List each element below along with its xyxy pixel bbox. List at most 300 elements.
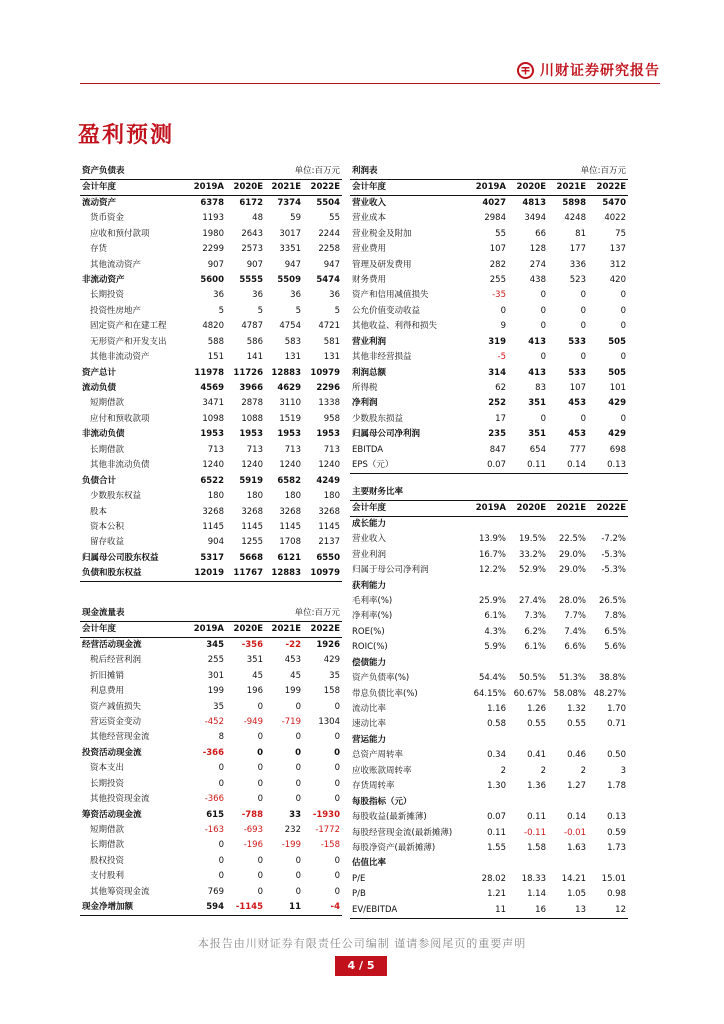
value-cell	[468, 656, 508, 671]
value-cell: 5.6%	[604, 642, 626, 653]
value-cell	[588, 517, 628, 533]
table-row	[80, 211, 342, 226]
value-cell: 7.4%	[564, 626, 586, 637]
table-row	[80, 504, 342, 519]
value-cell: 958	[323, 413, 340, 424]
table-row	[350, 625, 628, 640]
value-cell: 0.13	[607, 812, 626, 823]
value-cell: 137	[609, 244, 626, 255]
row-label: 应收账款周转率	[352, 765, 412, 776]
value-cell: 586	[246, 336, 263, 347]
value-cell: 0.55	[567, 719, 586, 730]
value-cell: 7.7%	[564, 611, 586, 622]
value-cell: 1953	[239, 429, 263, 440]
value-cell: 336	[569, 259, 586, 270]
table-row	[80, 566, 342, 582]
value-cell: 438	[529, 274, 546, 285]
value-cell: 128	[529, 244, 546, 255]
value-cell: -196	[243, 840, 263, 851]
row-label: 净利率(%)	[352, 611, 393, 622]
value-cell: 1193	[202, 213, 224, 224]
value-cell: 1.78	[607, 781, 626, 792]
row-label: 流动资产	[82, 198, 117, 208]
row-label: 股权投资	[90, 855, 125, 866]
value-cell: 5898	[562, 198, 586, 208]
value-cell: 8	[218, 732, 224, 743]
row-label: 应付和预收款项	[90, 413, 150, 424]
column-header-label: 会计年度	[350, 501, 468, 517]
table-row	[80, 443, 342, 458]
value-cell: 6121	[277, 552, 301, 563]
value-cell: 594	[188, 900, 226, 916]
row-label: 营业费用	[352, 244, 387, 255]
value-cell: 38.8%	[598, 673, 626, 684]
row-label: EBITDA	[352, 444, 384, 455]
value-cell: 1953	[316, 429, 340, 440]
row-label: 偿债能力	[352, 657, 387, 668]
value-cell	[508, 794, 548, 809]
row-label: 资产减值损失	[90, 701, 142, 712]
value-cell	[508, 733, 548, 748]
value-cell: 0	[580, 321, 586, 332]
value-cell: 19.5%	[518, 534, 546, 545]
value-cell: 0	[257, 747, 263, 758]
value-cell: 180	[284, 491, 301, 502]
column-header-year: 2019A	[468, 501, 508, 517]
value-cell: 907	[207, 259, 224, 270]
value-cell: 1.16	[487, 704, 506, 715]
financial-ratios-table	[350, 485, 628, 919]
value-cell: 0	[334, 732, 340, 743]
value-cell: 2878	[241, 398, 263, 409]
value-cell: 12	[588, 903, 628, 919]
disclaimer-note: 本报告由川财证券有限责任公司编制 谨请参阅尾页的重要声明	[197, 937, 527, 950]
row-label: 投资活动现金流	[82, 747, 142, 758]
value-cell: 2984	[484, 213, 506, 224]
value-cell: 0	[540, 352, 546, 363]
table-row	[350, 733, 628, 748]
value-cell: 48.27%	[593, 688, 626, 699]
value-cell: 33	[289, 809, 301, 820]
value-cell: 9	[500, 321, 506, 332]
table-row	[80, 304, 342, 319]
value-cell: 5	[334, 305, 340, 316]
value-cell: 713	[246, 444, 263, 455]
table-row	[350, 458, 628, 474]
brand-logo	[517, 60, 660, 80]
value-cell: 0	[218, 871, 224, 882]
value-cell: 101	[609, 383, 626, 394]
value-cell: -0.11	[524, 827, 546, 838]
row-label: 其他筹资现金流	[90, 886, 150, 897]
page-number: 4 / 5	[335, 956, 387, 976]
row-label: 营业收入	[352, 198, 387, 208]
table-unit: 单位:百万元	[294, 608, 340, 618]
value-cell: -1145	[226, 900, 265, 916]
value-cell	[508, 656, 548, 671]
value-cell: 429	[608, 429, 626, 440]
table-row	[350, 257, 628, 272]
value-cell: 429	[608, 398, 626, 409]
column-header-year: 2019A	[188, 180, 226, 196]
value-cell: 713	[323, 444, 340, 455]
row-label: 营业成本	[352, 213, 387, 224]
value-cell: 1255	[241, 537, 263, 548]
value-cell: 6582	[277, 475, 301, 486]
value-cell: 1.27	[567, 781, 586, 792]
row-label: 长期投资	[90, 778, 125, 789]
value-cell: 83	[535, 383, 546, 394]
value-cell: 3268	[279, 506, 301, 517]
table-row	[80, 242, 342, 257]
value-cell: 0.11	[487, 827, 506, 838]
value-cell: 6.1%	[524, 642, 546, 653]
value-cell: 196	[246, 686, 263, 697]
value-cell: 55	[495, 228, 506, 239]
value-cell: 1953	[277, 429, 301, 440]
value-cell: 199	[207, 686, 224, 697]
table-row	[80, 792, 342, 807]
table-unit: 单位:百万元	[294, 166, 340, 176]
table-row	[80, 365, 342, 380]
table-row	[80, 551, 342, 566]
table-row	[80, 900, 342, 916]
table-row	[350, 288, 628, 303]
value-cell: 1145	[202, 521, 224, 532]
row-label: 营业税金及附加	[352, 228, 412, 239]
table-header-row	[80, 180, 342, 196]
value-cell: 4629	[277, 383, 301, 394]
value-cell: 13.9%	[478, 534, 506, 545]
value-cell: 13	[548, 903, 588, 919]
value-cell: -163	[204, 825, 224, 836]
value-cell: 6550	[316, 552, 340, 563]
row-label: 支付股利	[90, 871, 125, 882]
value-cell: 282	[489, 259, 506, 270]
row-label: 归属母公司股东权益	[82, 552, 159, 563]
row-label: 负债合计	[82, 475, 117, 486]
value-cell: 28.02	[481, 873, 506, 884]
value-cell: 180	[207, 491, 224, 502]
table-row	[80, 412, 342, 427]
value-cell: 14.21	[561, 873, 586, 884]
column-header-label: 会计年度	[80, 622, 188, 638]
value-cell: -1772	[315, 825, 340, 836]
table-row	[350, 640, 628, 655]
value-cell	[588, 656, 628, 671]
row-label: 获利能力	[352, 580, 387, 591]
value-cell: -199	[281, 840, 301, 851]
column-header-year: 2022E	[303, 622, 342, 638]
value-cell: 5.9%	[484, 642, 506, 653]
row-label: 负债和股东权益	[80, 566, 188, 582]
value-cell: 0.58	[487, 719, 506, 730]
value-cell	[468, 517, 508, 533]
value-cell: 583	[284, 336, 301, 347]
value-cell: 26.5%	[598, 595, 626, 606]
value-cell: 2573	[241, 244, 263, 255]
column-header-label: 会计年度	[350, 180, 468, 196]
value-cell: 51.3%	[558, 673, 586, 684]
value-cell: 0	[295, 732, 301, 743]
value-cell: 2	[500, 765, 506, 776]
value-cell: 199	[284, 686, 301, 697]
value-cell: -949	[243, 716, 263, 727]
row-label: 其他流动资产	[90, 259, 142, 270]
table-header-row	[350, 180, 628, 196]
value-cell: 1519	[279, 413, 301, 424]
value-cell	[508, 517, 548, 533]
value-cell	[588, 794, 628, 809]
table-title-row	[350, 485, 628, 501]
row-label: 货币资金	[90, 213, 125, 224]
value-cell	[548, 656, 588, 671]
table-row	[80, 823, 342, 838]
value-cell: 351	[528, 398, 546, 409]
column-header-year: 2020E	[508, 501, 548, 517]
value-cell: 6.5%	[604, 626, 626, 637]
value-cell: 141	[246, 352, 263, 363]
value-cell: 10979	[310, 367, 340, 378]
value-cell: 301	[207, 670, 224, 681]
value-cell: 769	[207, 886, 224, 897]
value-cell	[588, 578, 628, 593]
value-cell: 588	[207, 336, 224, 347]
value-cell	[468, 578, 508, 593]
value-cell: 52.9%	[518, 565, 546, 576]
value-cell: 0	[334, 747, 340, 758]
value-cell: 2244	[318, 228, 340, 239]
value-cell: 4027	[482, 198, 506, 208]
value-cell: 0.34	[487, 750, 506, 761]
value-cell: -5.3%	[601, 549, 626, 560]
value-cell: 615	[206, 809, 224, 820]
value-cell: 5317	[200, 552, 224, 563]
value-cell: -366	[202, 747, 224, 758]
value-cell: 5	[257, 305, 263, 316]
value-cell: 7.8%	[604, 611, 626, 622]
table-title: 资产负债表	[82, 166, 125, 176]
value-cell: 2299	[202, 244, 224, 255]
value-cell: 0	[500, 305, 506, 316]
table-row	[350, 810, 628, 825]
value-cell: 453	[568, 398, 586, 409]
value-cell: 0	[257, 871, 263, 882]
row-label: 管理及研发费用	[352, 259, 412, 270]
row-label: 固定资产和在建工程	[90, 321, 167, 332]
value-cell: 12883	[271, 367, 301, 378]
value-cell: 36	[329, 290, 340, 301]
value-cell: 151	[207, 352, 224, 363]
value-cell: 0.71	[607, 719, 626, 730]
value-cell: 255	[207, 655, 224, 666]
table-row	[80, 668, 342, 683]
value-cell: 2643	[241, 228, 263, 239]
value-cell: 3494	[524, 213, 546, 224]
value-cell: 523	[569, 274, 586, 285]
value-cell: -7.2%	[601, 534, 626, 545]
value-cell: 533	[568, 336, 586, 347]
value-cell: 0	[580, 305, 586, 316]
table-row	[350, 887, 628, 902]
income-statement-table	[350, 164, 628, 474]
value-cell: 2	[580, 765, 586, 776]
table-row	[350, 594, 628, 609]
value-cell: 11767	[226, 566, 265, 582]
column-header-year: 2019A	[188, 622, 226, 638]
value-cell: 0	[540, 305, 546, 316]
value-cell: 255	[489, 274, 506, 285]
value-cell: 0	[540, 290, 546, 301]
value-cell: 177	[569, 244, 586, 255]
value-cell: 1.32	[567, 704, 586, 715]
table-row	[80, 273, 342, 288]
value-cell: 11	[265, 900, 303, 916]
value-cell: 1.21	[487, 889, 506, 900]
value-cell: 36	[290, 290, 301, 301]
value-cell: -0.01	[564, 827, 586, 838]
value-cell: 1.36	[527, 781, 546, 792]
value-cell: 27.4%	[518, 595, 546, 606]
value-cell: 0	[334, 871, 340, 882]
value-cell: 1240	[202, 460, 224, 471]
value-cell: 1980	[202, 228, 224, 239]
table-title: 现金流量表	[82, 608, 125, 618]
value-cell: 505	[608, 367, 626, 378]
value-cell: 3268	[241, 506, 263, 517]
column-header-year: 2020E	[226, 180, 265, 196]
column-header-year: 2022E	[303, 180, 342, 196]
table-row	[350, 396, 628, 411]
value-cell: 36	[252, 290, 263, 301]
table-row	[80, 653, 342, 668]
table-row	[80, 427, 342, 442]
value-cell: 505	[608, 336, 626, 347]
value-cell: 131	[323, 352, 340, 363]
value-cell: 59	[290, 213, 301, 224]
value-cell: 1240	[279, 460, 301, 471]
row-label: 总资产周转率	[352, 750, 404, 761]
value-cell: 180	[246, 491, 263, 502]
value-cell: 453	[284, 655, 301, 666]
table-row	[350, 903, 628, 919]
value-cell: -719	[281, 716, 301, 727]
brand-name: 川财证券研究报告	[540, 63, 660, 79]
table-row	[80, 257, 342, 272]
value-cell	[588, 856, 628, 871]
row-label: 存货	[90, 244, 108, 255]
value-cell: 50.5%	[518, 673, 546, 684]
table-row	[350, 578, 628, 593]
value-cell: 0	[257, 855, 263, 866]
row-label: 营运能力	[352, 734, 387, 745]
value-cell: 0.46	[567, 750, 586, 761]
value-cell: 581	[323, 336, 340, 347]
table-row	[350, 273, 628, 288]
row-label: 公允价值变动收益	[352, 305, 421, 316]
value-cell: -4	[303, 900, 342, 916]
table-title: 利润表	[352, 166, 378, 176]
row-label: 留存收益	[90, 537, 125, 548]
row-label: 筹资活动现金流	[82, 809, 142, 820]
table-row	[350, 748, 628, 763]
column-header-year: 2021E	[548, 501, 588, 517]
value-cell: 0	[295, 794, 301, 805]
value-cell: 0	[295, 701, 301, 712]
value-cell: 0	[580, 290, 586, 301]
value-cell: 29.0%	[558, 549, 586, 560]
value-cell: 5	[218, 305, 224, 316]
row-label: 流动比率	[352, 704, 387, 715]
value-cell: 0	[295, 778, 301, 789]
column-header-year: 2019A	[468, 180, 508, 196]
blank-cell	[468, 485, 628, 501]
value-cell: 1.14	[527, 889, 546, 900]
table-row	[350, 365, 628, 380]
row-label: 营业利润	[352, 549, 387, 560]
value-cell: 847	[489, 444, 506, 455]
table-row	[350, 304, 628, 319]
value-cell: 453	[568, 429, 586, 440]
table-row	[80, 869, 342, 884]
value-cell: 1240	[318, 460, 340, 471]
value-cell: 420	[609, 274, 626, 285]
value-cell: 25.9%	[478, 595, 506, 606]
value-cell: 0.11	[508, 458, 548, 474]
row-label: 营业利润	[352, 336, 387, 347]
row-label: 投资性房地产	[90, 305, 142, 316]
row-label: 利息费用	[90, 686, 125, 697]
value-cell: 0	[620, 305, 626, 316]
row-label: 净利润	[352, 398, 378, 409]
value-cell	[548, 517, 588, 533]
table-row	[350, 335, 628, 350]
table-row	[350, 563, 628, 578]
row-label: 财务费用	[352, 274, 387, 285]
value-cell: 1.63	[567, 842, 586, 853]
value-cell: 1926	[316, 640, 340, 650]
value-cell: -5	[497, 352, 506, 363]
value-cell	[588, 733, 628, 748]
value-cell: 10979	[303, 566, 342, 582]
row-label: 其他经营现金流	[90, 732, 150, 743]
value-cell: 3	[620, 765, 626, 776]
table-row	[80, 807, 342, 822]
value-cell: 4569	[200, 383, 224, 394]
value-cell: 45	[290, 670, 301, 681]
row-label: 税后经营利润	[90, 655, 142, 666]
value-cell: 1.26	[527, 704, 546, 715]
value-cell: -22	[285, 640, 301, 650]
value-cell: 904	[207, 537, 224, 548]
value-cell: 5	[295, 305, 301, 316]
value-cell: 2258	[318, 244, 340, 255]
table-row	[80, 489, 342, 504]
value-cell	[508, 578, 548, 593]
value-cell: 75	[615, 228, 626, 239]
table-row	[350, 412, 628, 427]
value-cell: 0.55	[527, 719, 546, 730]
value-cell: 1.05	[567, 889, 586, 900]
row-label: 资本支出	[90, 763, 125, 774]
value-cell: 3471	[202, 398, 224, 409]
value-cell: 713	[207, 444, 224, 455]
value-cell: 413	[528, 367, 546, 378]
value-cell: 4754	[279, 321, 301, 332]
row-label: 带息负债比率(%)	[352, 688, 418, 699]
row-label: 长期借款	[90, 444, 125, 455]
value-cell: 907	[246, 259, 263, 270]
